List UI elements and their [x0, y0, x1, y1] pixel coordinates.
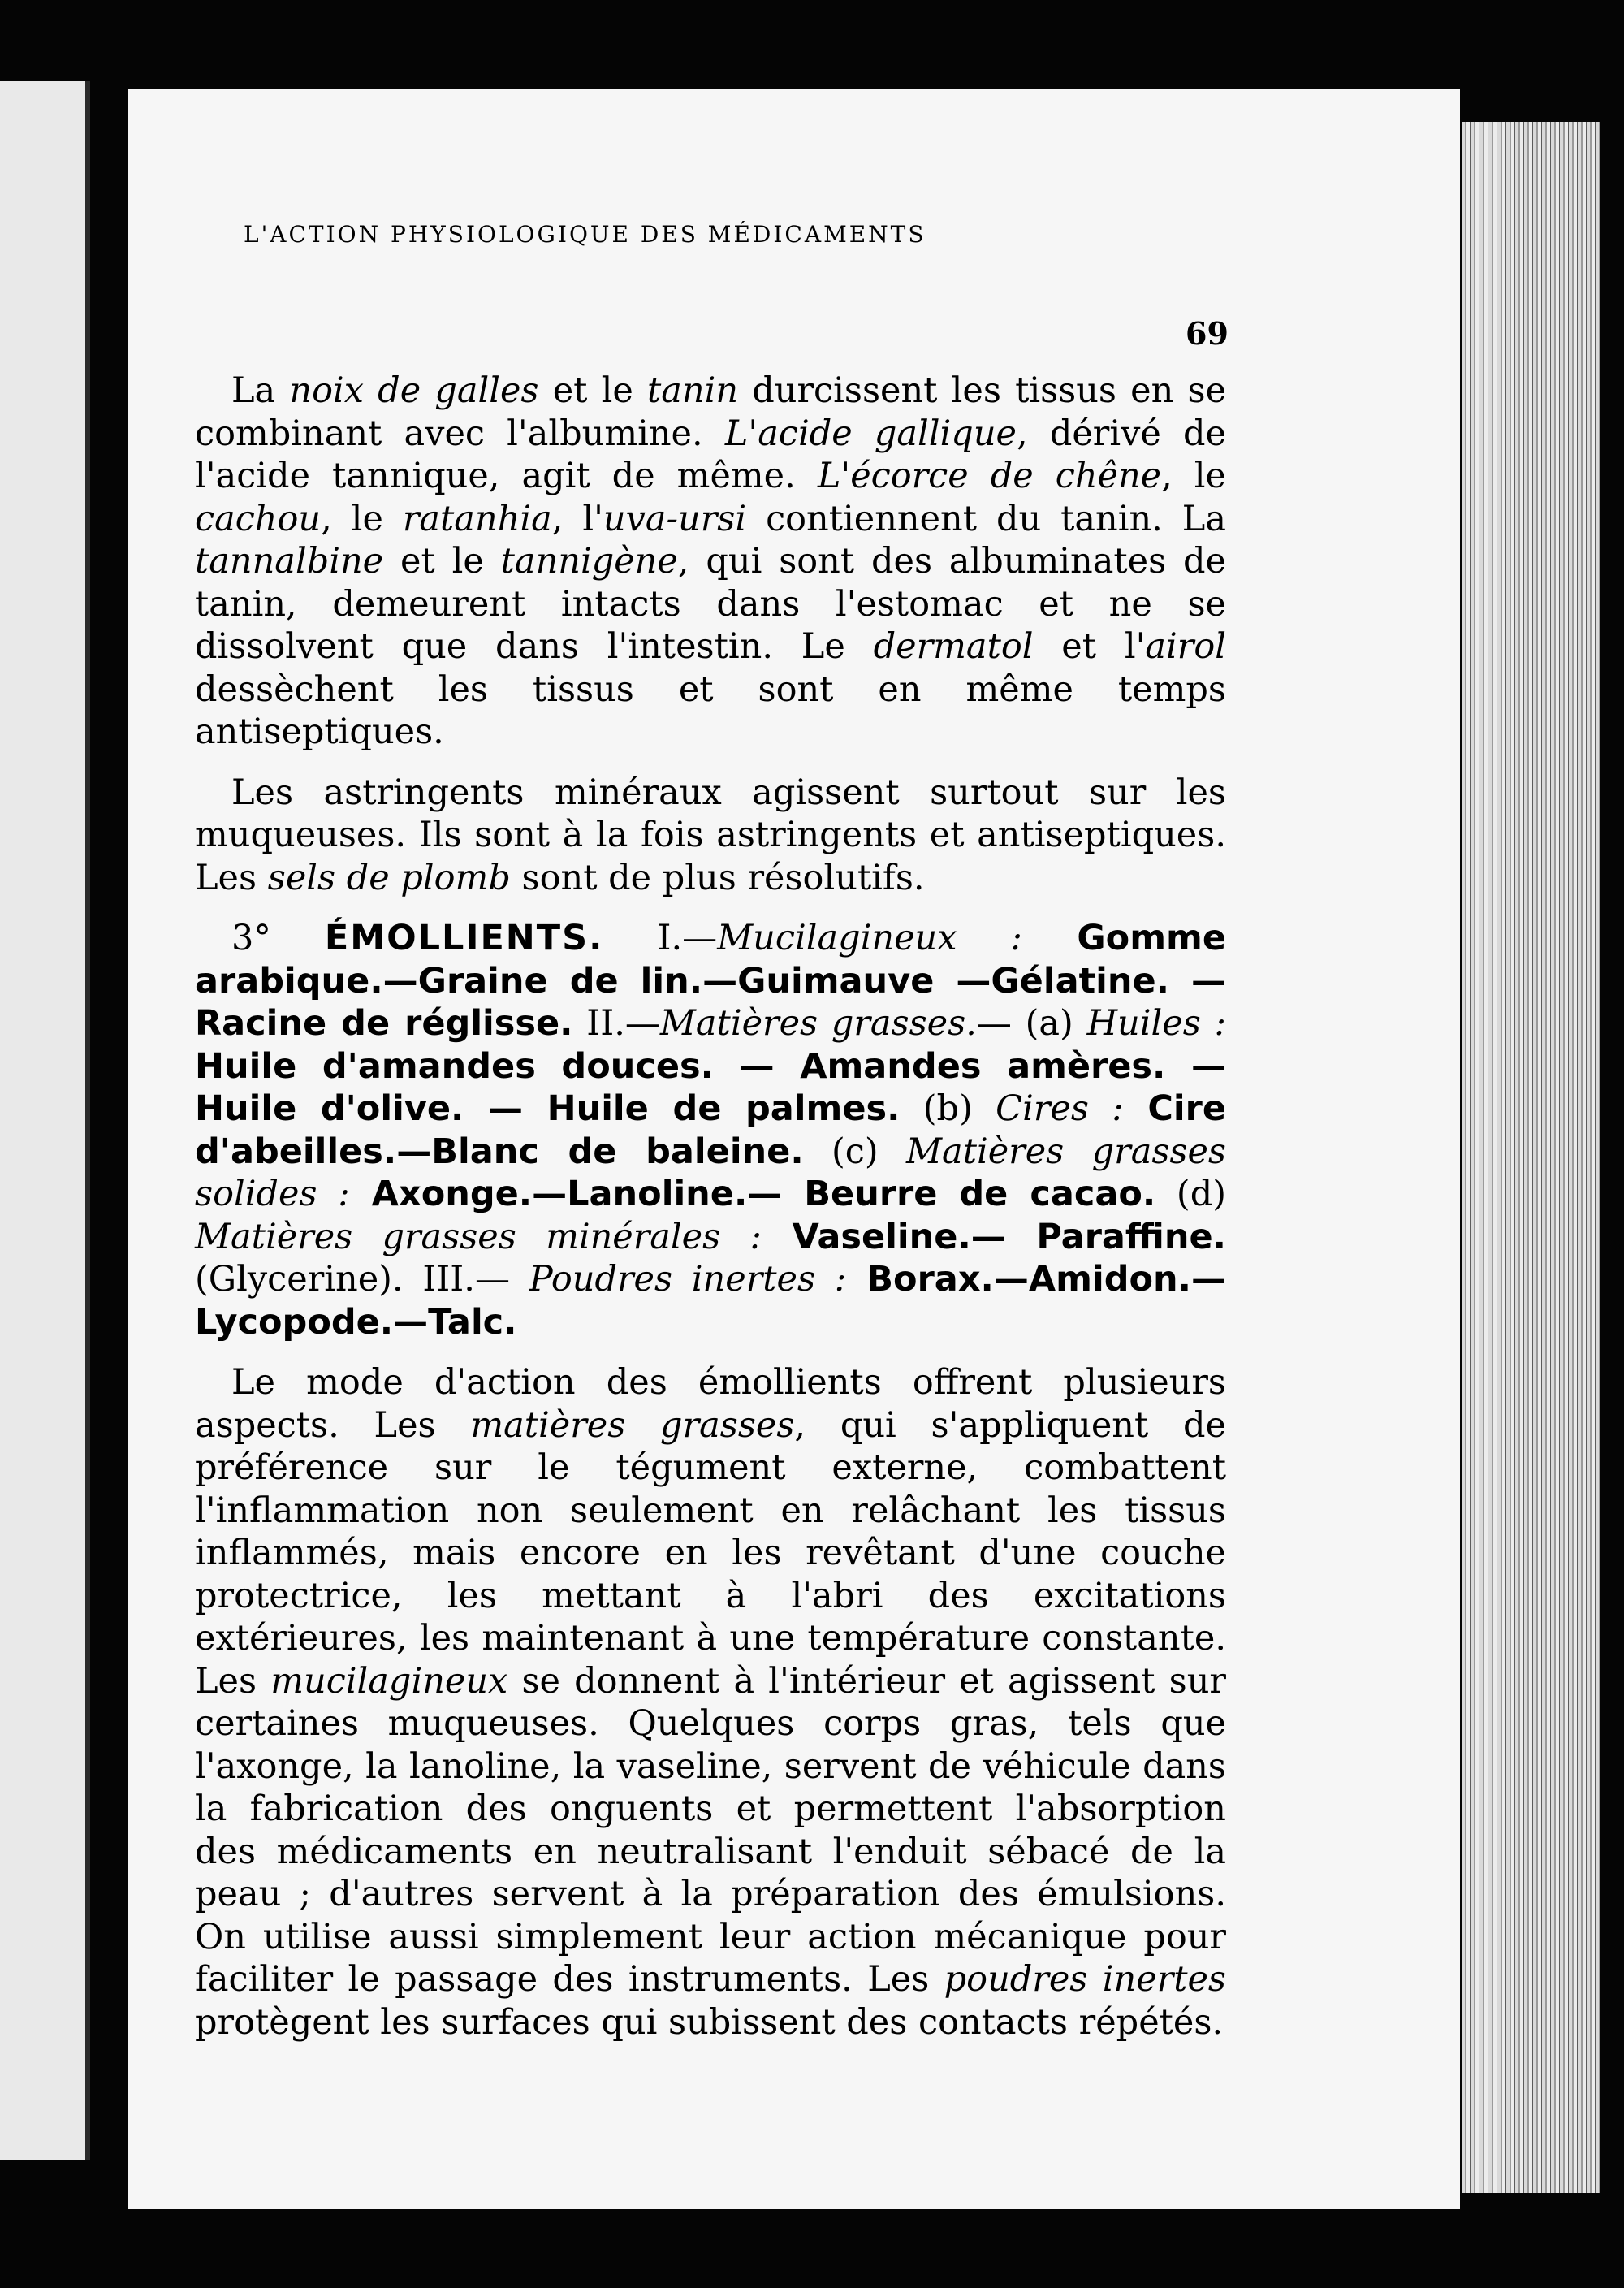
italic-term: Matières grasses solides : — [195, 1131, 1226, 1214]
text-run: sont de plus résolutifs. — [510, 857, 925, 898]
text-run: I.— — [603, 918, 718, 958]
italic-term: L'écorce de chêne — [817, 456, 1162, 496]
page-stack-edges — [1462, 122, 1600, 2193]
bold-list: Gomme arabique.—Graine de lin.—Guimauve —Gélatine. — Racine de réglisse. — [195, 918, 1226, 1044]
paragraph-emollients-list — [195, 917, 1226, 1343]
text-run: II.— — [572, 1003, 660, 1044]
text-run: Les astringents minéraux agissent surtout sur les muqueuses. Ils sont à la fois astringents et antiseptiques. Les — [195, 772, 1226, 898]
italic-term: sels de plomb — [267, 857, 511, 898]
text-run: durcissent les tissus en se combinant avec l'albumine. — [195, 370, 1227, 454]
text-run: (Glycerine). III.— — [195, 1259, 529, 1300]
italic-term: Cires : — [996, 1088, 1124, 1129]
italic-term: poudres inertes — [944, 1959, 1226, 2000]
text-run: — (a) — [976, 1003, 1087, 1044]
text-run: et le — [383, 541, 501, 582]
section-number: 3° — [231, 918, 325, 958]
text-run: dessèchent les tissus et sont en même temps antiseptiques. — [195, 668, 1226, 752]
text-run: et l' — [1033, 626, 1146, 667]
italic-term: tannalbine — [195, 541, 384, 582]
page-number: 69 — [1186, 315, 1229, 352]
italic-term: noix de galles — [289, 370, 539, 411]
text-run: (d) — [1155, 1174, 1227, 1214]
italic-term: L'acide gallique — [724, 413, 1017, 454]
italic-term: dermatol — [873, 626, 1034, 667]
text-run: Le mode d'action des émollients offrent plusieurs aspects. Les — [195, 1362, 1226, 1446]
text-run: La — [231, 370, 290, 411]
text-run: contiennent du tanin. La — [746, 498, 1226, 539]
bold-list: Vaseline.— Paraffine. — [761, 1216, 1226, 1257]
bold-list: Borax.—Amidon.—Lycopode.—Talc. — [195, 1259, 1226, 1343]
italic-term: ratanhia — [402, 498, 552, 539]
text-run: se donnent à l'intérieur et agissent sur certaines muqueuses. Quelques corps gras, tels que l'axonge, la lanoline, la vaseline, servent de véhicule dans la fabrication des onguents et permettent l'absorption des médicaments en neutralisant l'enduit sébacé de la peau ; d'autres servent à la préparation des émulsions. On utilise aussi simplement leur action mécanique pour faciliter le passage des instruments. Les — [195, 1660, 1226, 2000]
text-run: , dérivé de l'acide tannique, agit de même. — [195, 413, 1227, 496]
running-head: L'ACTION PHYSIOLOGIQUE DES MÉDICAMENTS — [244, 221, 926, 248]
italic-term: matières grasses — [470, 1404, 795, 1446]
italic-term: Huiles : — [1086, 1003, 1227, 1044]
text-run: (c) — [803, 1131, 907, 1172]
bold-list: Huile d'amandes douces. — Amandes amères. — Huile d'olive. — Huile de palmes. — [195, 1045, 1226, 1129]
facing-page-edge — [0, 81, 90, 2160]
paragraph-emollient-action — [195, 1361, 1226, 2044]
bold-list: Axonge.—Lanoline.— Beurre de cacao. — [349, 1174, 1156, 1214]
text-run: , l' — [551, 498, 603, 539]
text-run: , qui s'appliquent de préférence sur le tégument externe, combattent l'inflammation non seulement en relâchant les tissus inflammés, mais encore en les revêtant d'une couche protectrice, les mettant à l'abri des excitations extérieures, les maintenant à une température constante. Les — [195, 1404, 1226, 1702]
italic-term: tannigène — [500, 541, 678, 582]
section-heading: ÉMOLLIENTS. — [324, 918, 604, 958]
bold-list: Cire d'abeilles.—Blanc de baleine. — [195, 1088, 1226, 1172]
paragraph-tannins — [195, 370, 1226, 754]
italic-term: Poudres inertes : — [529, 1259, 847, 1300]
text-run: (b) — [900, 1088, 996, 1129]
body-text — [195, 370, 1226, 2044]
italic-term: airol — [1145, 626, 1226, 667]
italic-term: tanin — [647, 370, 739, 411]
text-run: protègent les surfaces qui subissent des contacts répétés. — [195, 2001, 1224, 2043]
italic-term: Matières grasses minérales : — [195, 1216, 762, 1257]
italic-term: Mucilagineux : — [717, 918, 1023, 958]
italic-term: cachou — [195, 498, 322, 539]
text-run: , le — [321, 498, 403, 539]
text-run: , qui sont des albuminates de tanin, demeurent intacts dans l'estomac et ne se dissolvent que dans l'intestin. Le — [195, 541, 1226, 667]
italic-term: uva-ursi — [603, 498, 747, 539]
text-run: et le — [538, 370, 648, 411]
paragraph-mineral-astringents — [195, 772, 1226, 900]
text-run: , le — [1161, 456, 1227, 496]
italic-term: mucilagineux — [270, 1660, 508, 1702]
italic-term: Matières grasses. — [659, 1003, 977, 1044]
